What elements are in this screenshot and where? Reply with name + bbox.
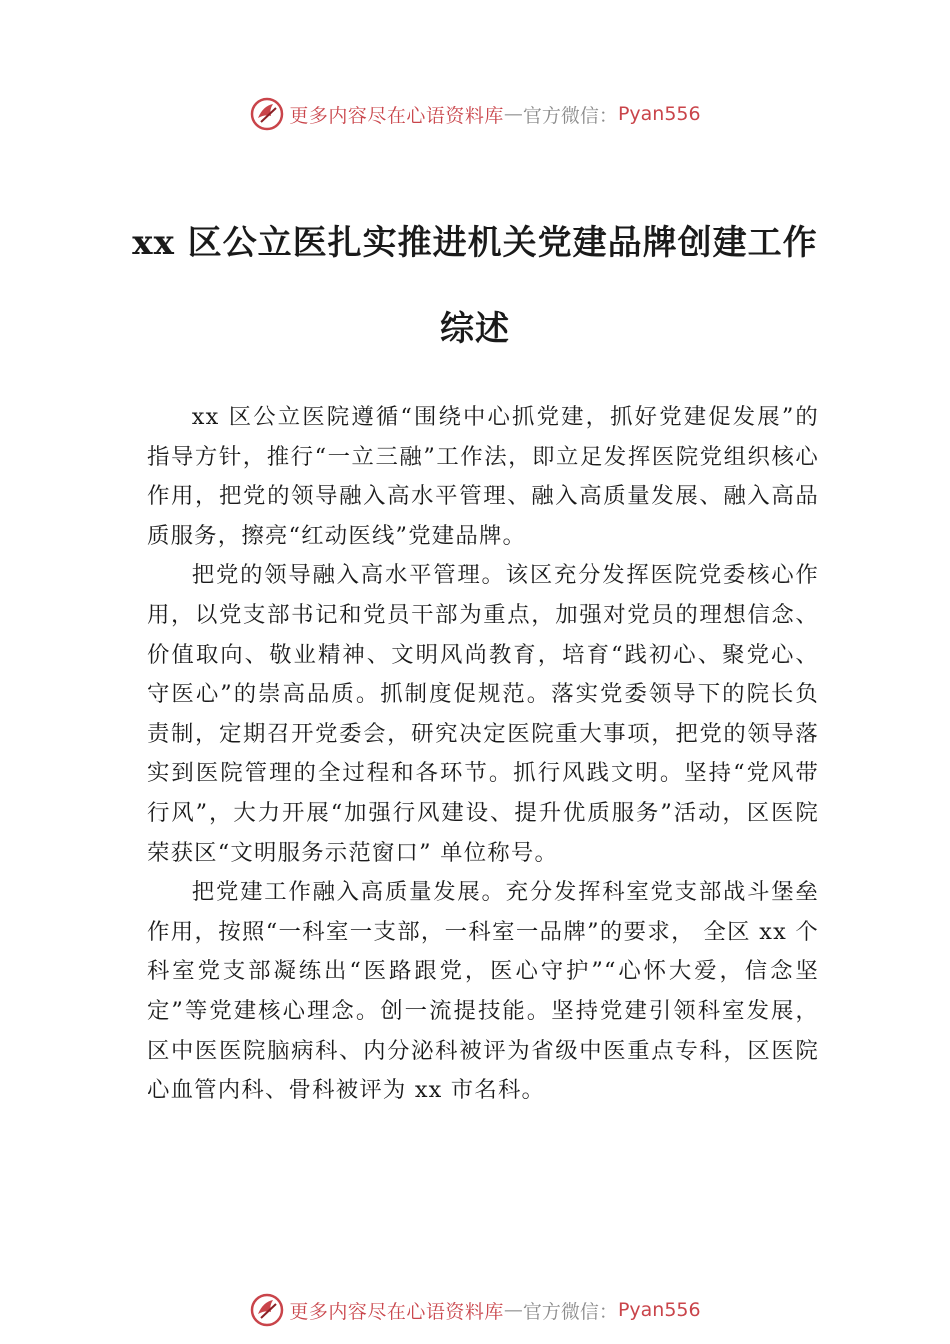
watermark-footer [0, 1290, 950, 1330]
watermark-separator: — [503, 103, 523, 125]
watermark-wechat-label: 官方微信： [522, 1300, 618, 1323]
watermark-wechat-label: 官方微信： [522, 104, 618, 127]
watermark-text: 更多内容尽在心语资料库 [289, 104, 504, 127]
brand-logo-icon [249, 96, 285, 132]
document-body [147, 398, 819, 1111]
paragraph: xx 区公立医院遵循“围绕中心抓党建，抓好党建促发展”的指导方针，推行“一立三融”工作法，即立足发挥医院党组织核心作用，把党的领导融入高水平管理、融入高质量发展、融入高品质服务，擦亮“红动医线”党建品牌。 [147, 404, 819, 549]
watermark-header [0, 94, 950, 134]
watermark-text: 更多内容尽在心语资料库 [289, 1300, 504, 1323]
paragraph: 把党的领导融入高水平管理。该区充分发挥医院党委核心作用，以党支部书记和党员干部为重点，加强对党员的理想信念、价值取向、敬业精神、文明风尚教育，培育“践初心、聚党心、守医心”的崇高品质。抓制度促规范。落实党委领导下的院长负责制，定期召开党委会，研究决定医院重大事项，把党的领导落实到医院管理的全过程和各环节。抓行风践文明。坚持“党风带行风”，大力开展“加强行风建设、提升优质服务”活动，区医院荣获区“文明服务示范窗口” 单位称号。 [147, 562, 819, 866]
brand-logo-icon [249, 1292, 285, 1328]
watermark-wechat-id: Pyan556 [617, 103, 701, 125]
document-title: xx 区公立医扎实推进机关党建品牌创建工作综述 [132, 223, 818, 349]
paragraph: 把党建工作融入高质量发展。充分发挥科室党支部战斗堡垒作用，按照“一科室一支部，一科室一品牌”的要求， 全区 xx 个科室党支部凝练出“医路跟党，医心守护”“心怀大爱，信念坚定”等党建核心理念。创一流提技能。坚持党建引领科室发展，区中医医院脑病科、内分泌科被评为省级中医重点专科，区医院心血管内科、骨科被评为 xx 市名科。 [147, 879, 819, 1104]
watermark-separator: — [503, 1299, 523, 1321]
watermark-wechat-id: Pyan556 [617, 1299, 701, 1321]
